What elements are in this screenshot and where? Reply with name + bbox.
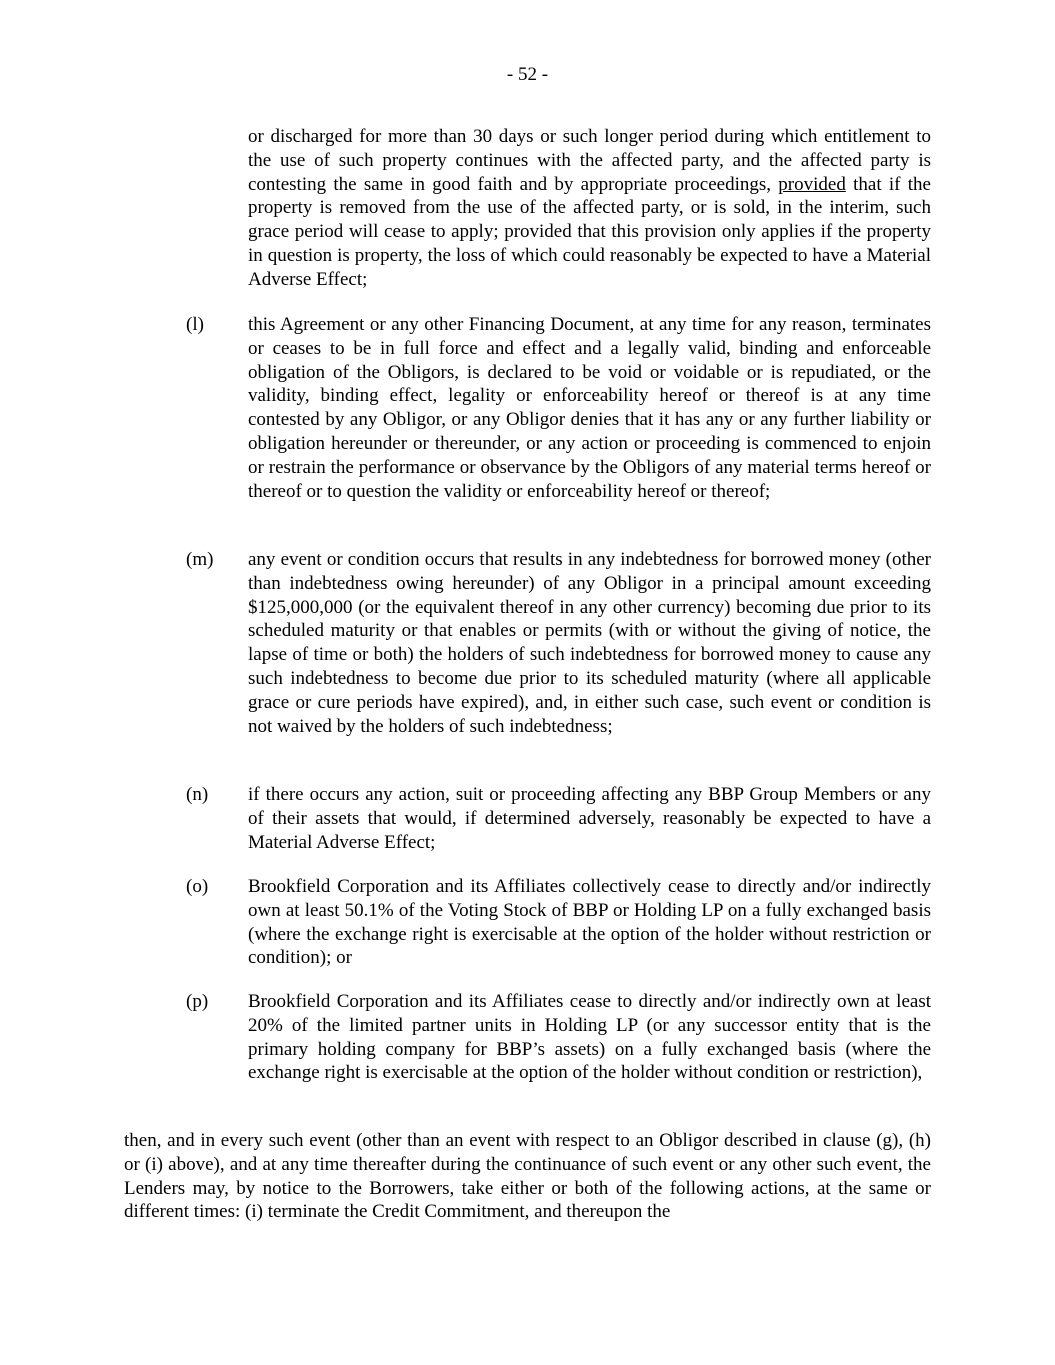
final-paragraph: then, and in every such event (other than an event with respect to an Obligor described in clause (g), (h) or (i) above), and at any time thereafter during the continuance of such event or any other such event, the Lenders may, by notice to the Borrowers, take either or both of the following actions, at the same or different times: (i) terminate the Credit Commitment, and thereupon the	[124, 1130, 931, 1223]
page-number: - 52 -	[506, 64, 549, 85]
clause-m-text: any event or condition occurs that results in any indebtedness for borrowed money (other than indebtedness owing hereunder) of any Obligor in a principal amount exceeding $125,000,000 (or the equivalent thereof in any other currency) becoming due prior to its scheduled maturity or that enables or permits (with or without the giving of notice, the lapse of time or both) the holders of such indebtedness for borrowed money to cause any such indebtedness to become due prior to its scheduled maturity (where all applicable grace or cure periods have expired), and, in either such case, such event or condition is not waived by the holders of such indebtedness;	[248, 549, 931, 737]
clause-l-label: (l)	[186, 314, 204, 335]
clause-l-text: this Agreement or any other Financing Document, at any time for any reason, terminates or ceases to be in full force and effect and a legally valid, binding and enforceable obligation of the Obligors, is declared to be void or voidable or is repudiated, or the validity, binding effect, legality or enforceability hereof or thereof is at any time contested by any Obligor, or any Obligor denies that it has any or any further liability or obligation hereunder or thereunder, or any action or proceeding is commenced to enjoin or restrain the performance or observance by the Obligors of any material terms hereof or thereof or to question the validity or enforceability hereof or thereof;	[248, 314, 931, 502]
clause-n-text: if there occurs any action, suit or proceeding affecting any BBP Group Members or any of their assets that would, if determined adversely, reasonably be expected to have a Material Adverse Effect;	[248, 784, 931, 853]
clause-o-label: (o)	[186, 876, 209, 897]
clause-m-label: (m)	[186, 549, 214, 570]
continuation-text-after: that if the property is removed from the use of the affected party, or is sold, in the interim, such grace period will cease to apply; provided that this provision only applies if the property in question is property, the loss of which could reasonably be expected to have a Material Adverse Effect;	[248, 173, 931, 290]
continuation-paragraph	[248, 125, 931, 292]
clause-o-text: Brookfield Corporation and its Affiliates collectively cease to directly and/or indirectly own at least 50.1% of the Voting Stock of BBP or Holding LP on a fully exchanged basis (where the exchange right is exercisable at the option of the holder without restriction or condition); or	[248, 876, 931, 969]
clause-n-label: (n)	[186, 784, 209, 805]
clause-p-label: (p)	[186, 991, 209, 1012]
clause-p-text: Brookfield Corporation and its Affiliates cease to directly and/or indirectly own at least 20% of the limited partner units in Holding LP (or any successor entity that is the primary holding company for BBP’s assets) on a fully exchanged basis (where the exchange right is exercisable at the option of the holder without condition or restriction),	[248, 991, 931, 1084]
provided-underlined: provided	[778, 173, 846, 195]
continuation-text-before: or discharged for more than 30 days or such longer period during which entitlement to the use of such property continues with the affected party, and the affected party is contesting the same in good faith and by appropriate proceedings,	[248, 126, 931, 195]
